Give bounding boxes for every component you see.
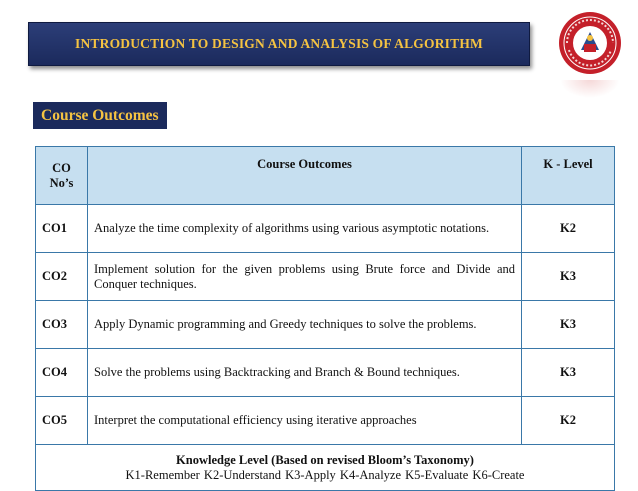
table-row	[36, 349, 615, 397]
table-row	[36, 397, 615, 445]
table-row	[36, 253, 615, 301]
co-k-level: K3	[522, 253, 615, 301]
co-k-level: K2	[522, 397, 615, 445]
title-banner	[28, 22, 530, 66]
slide-title: INTRODUCTION TO DESIGN AND ANALYSIS OF ALGORITHM	[75, 36, 483, 51]
table-row	[36, 205, 615, 253]
co-k-level: K3	[522, 349, 615, 397]
co-k-level: K3	[522, 301, 615, 349]
section-label	[33, 102, 167, 129]
knowledge-level-footer	[36, 445, 615, 491]
column-header-co: CO No’s	[36, 147, 88, 205]
table-footer-row	[36, 445, 615, 491]
column-header-outcomes: Course Outcomes	[88, 147, 522, 205]
table-header-row	[36, 147, 615, 205]
table-row	[36, 301, 615, 349]
column-header-k-level: K - Level	[522, 147, 615, 205]
co-outcome: Solve the problems using Backtracking and Branch & Bound techniques.	[88, 349, 522, 397]
co-id: CO4	[36, 349, 88, 397]
co-k-level: K2	[522, 205, 615, 253]
course-outcomes-table	[35, 146, 615, 491]
knowledge-level-list: K1-Remember K2-Understand K3-Apply K4-Analyze K5-Evaluate K6-Create	[125, 467, 525, 482]
co-id: CO1	[36, 205, 88, 253]
co-outcome: Implement solution for the given problems using Brute force and Divide and Conquer techniques.	[88, 253, 522, 301]
co-id: CO3	[36, 301, 88, 349]
university-seal-icon	[557, 10, 623, 76]
logo-reflection	[560, 80, 620, 98]
co-outcome: Analyze the time complexity of algorithms using various asymptotic notations.	[88, 205, 522, 253]
co-id: CO2	[36, 253, 88, 301]
co-outcome: Apply Dynamic programming and Greedy techniques to solve the problems.	[88, 301, 522, 349]
section-label-text: Course Outcomes	[41, 106, 159, 124]
co-outcome: Interpret the computational efficiency using iterative approaches	[88, 397, 522, 445]
co-id: CO5	[36, 397, 88, 445]
knowledge-level-heading: Knowledge Level (Based on revised Bloom’s Taxonomy)	[176, 452, 474, 467]
